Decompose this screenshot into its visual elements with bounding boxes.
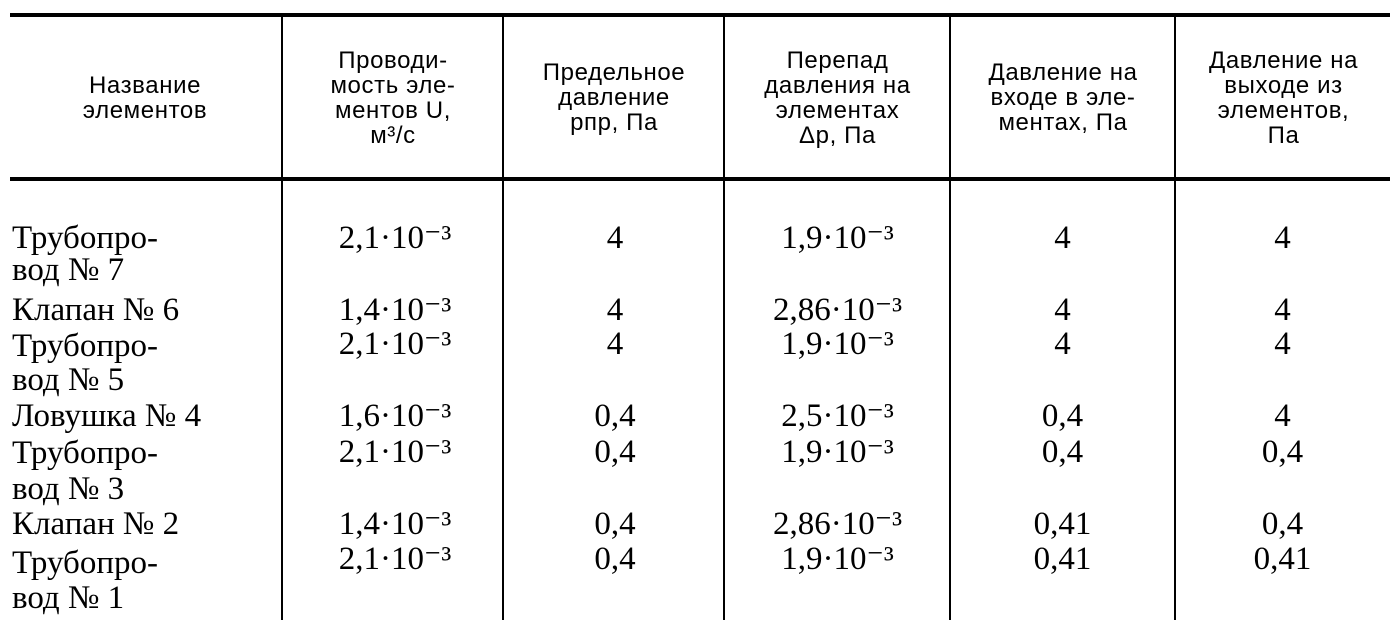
header-conductance <box>284 20 502 175</box>
header-line: элементов, <box>1217 96 1350 124</box>
row-outlet-pressure: 4 <box>1274 398 1291 434</box>
header-line: м³/с <box>370 121 416 149</box>
header-line: ментов U, <box>334 96 451 124</box>
header-line: Перепад <box>786 46 889 74</box>
row-outlet-pressure: 0,41 <box>1253 541 1312 577</box>
header-inlet-pressure <box>952 20 1174 175</box>
row-outlet-pressure: 0,4 <box>1261 506 1304 542</box>
row-pressure-drop: 1,9·10⁻³ <box>781 220 894 256</box>
row-limit-pressure: 4 <box>606 326 624 362</box>
row-conductance: 2,1·10⁻³ <box>338 220 452 256</box>
header-line: Па <box>1267 121 1300 149</box>
row-inlet-pressure: 0,41 <box>1033 541 1092 577</box>
row-name: Трубопро- <box>12 328 158 364</box>
row-outlet-pressure: 0,4 <box>1261 434 1304 470</box>
header-line: Давление на <box>1208 46 1359 74</box>
header-line: pпр, Па <box>570 109 658 136</box>
row-name: Трубопро- <box>12 220 158 256</box>
row-name: вод № 3 <box>12 471 125 507</box>
row-name: Клапан № 2 <box>12 506 180 542</box>
header-line: входе в эле- <box>990 84 1136 111</box>
row-conductance: 2,1·10⁻³ <box>338 326 452 362</box>
row-pressure-drop: 2,86·10⁻³ <box>772 506 903 542</box>
row-inlet-pressure: 4 <box>1054 326 1071 362</box>
row-limit-pressure: 4 <box>606 292 624 328</box>
header-line: Предельное <box>542 59 686 86</box>
row-pressure-drop: 1,9·10⁻³ <box>781 541 894 577</box>
header-limit-pressure <box>505 20 723 175</box>
header-line: давление <box>558 84 670 111</box>
row-inlet-pressure: 0,4 <box>1041 398 1084 434</box>
row-name: вод № 1 <box>12 580 125 616</box>
row-limit-pressure: 0,4 <box>594 434 636 470</box>
header-line: выходе из <box>1224 71 1343 99</box>
row-limit-pressure: 4 <box>606 220 624 256</box>
header-element-name <box>10 20 280 175</box>
row-name: Трубопро- <box>12 545 158 581</box>
row-limit-pressure: 0,4 <box>594 506 636 542</box>
row-conductance: 2,1·10⁻³ <box>338 541 452 577</box>
column-divider <box>281 17 283 620</box>
row-inlet-pressure: 4 <box>1054 292 1071 328</box>
row-conductance: 1,6·10⁻³ <box>338 398 452 434</box>
row-limit-pressure: 0,4 <box>594 541 636 577</box>
row-conductance: 1,4·10⁻³ <box>338 292 452 328</box>
row-pressure-drop: 1,9·10⁻³ <box>781 434 894 470</box>
row-outlet-pressure: 4 <box>1274 292 1291 328</box>
row-outlet-pressure: 4 <box>1274 326 1291 362</box>
row-outlet-pressure: 4 <box>1274 220 1291 256</box>
row-inlet-pressure: 4 <box>1054 220 1071 256</box>
row-name: вод № 5 <box>12 362 125 398</box>
header-line: Δp, Па <box>799 121 876 149</box>
row-conductance: 1,4·10⁻³ <box>338 506 452 542</box>
header-line: мость эле- <box>330 71 456 99</box>
header-pressure-drop <box>726 20 949 175</box>
header-line: Проводи- <box>338 46 448 74</box>
row-pressure-drop: 1,9·10⁻³ <box>781 326 894 362</box>
header-line: давления на <box>764 71 911 99</box>
row-inlet-pressure: 0,4 <box>1041 434 1084 470</box>
header-line: элементах <box>775 96 900 124</box>
header-line: Название <box>88 71 202 99</box>
header-line: элементов <box>82 96 208 124</box>
header-line: ментах, Па <box>998 109 1128 136</box>
row-name: Ловушка № 4 <box>12 398 202 434</box>
table-top-rule <box>10 13 1390 17</box>
row-conductance: 2,1·10⁻³ <box>338 434 452 470</box>
header-line: Давление на <box>988 59 1138 86</box>
row-name: Клапан № 6 <box>12 292 180 328</box>
table-header-rule <box>10 177 1390 181</box>
row-pressure-drop: 2,5·10⁻³ <box>781 398 894 434</box>
row-pressure-drop: 2,86·10⁻³ <box>772 292 903 328</box>
row-name: Трубопро- <box>12 435 158 471</box>
header-outlet-pressure <box>1177 20 1390 175</box>
row-limit-pressure: 0,4 <box>594 398 636 434</box>
row-inlet-pressure: 0,41 <box>1033 506 1092 542</box>
row-name: вод № 7 <box>12 252 125 288</box>
